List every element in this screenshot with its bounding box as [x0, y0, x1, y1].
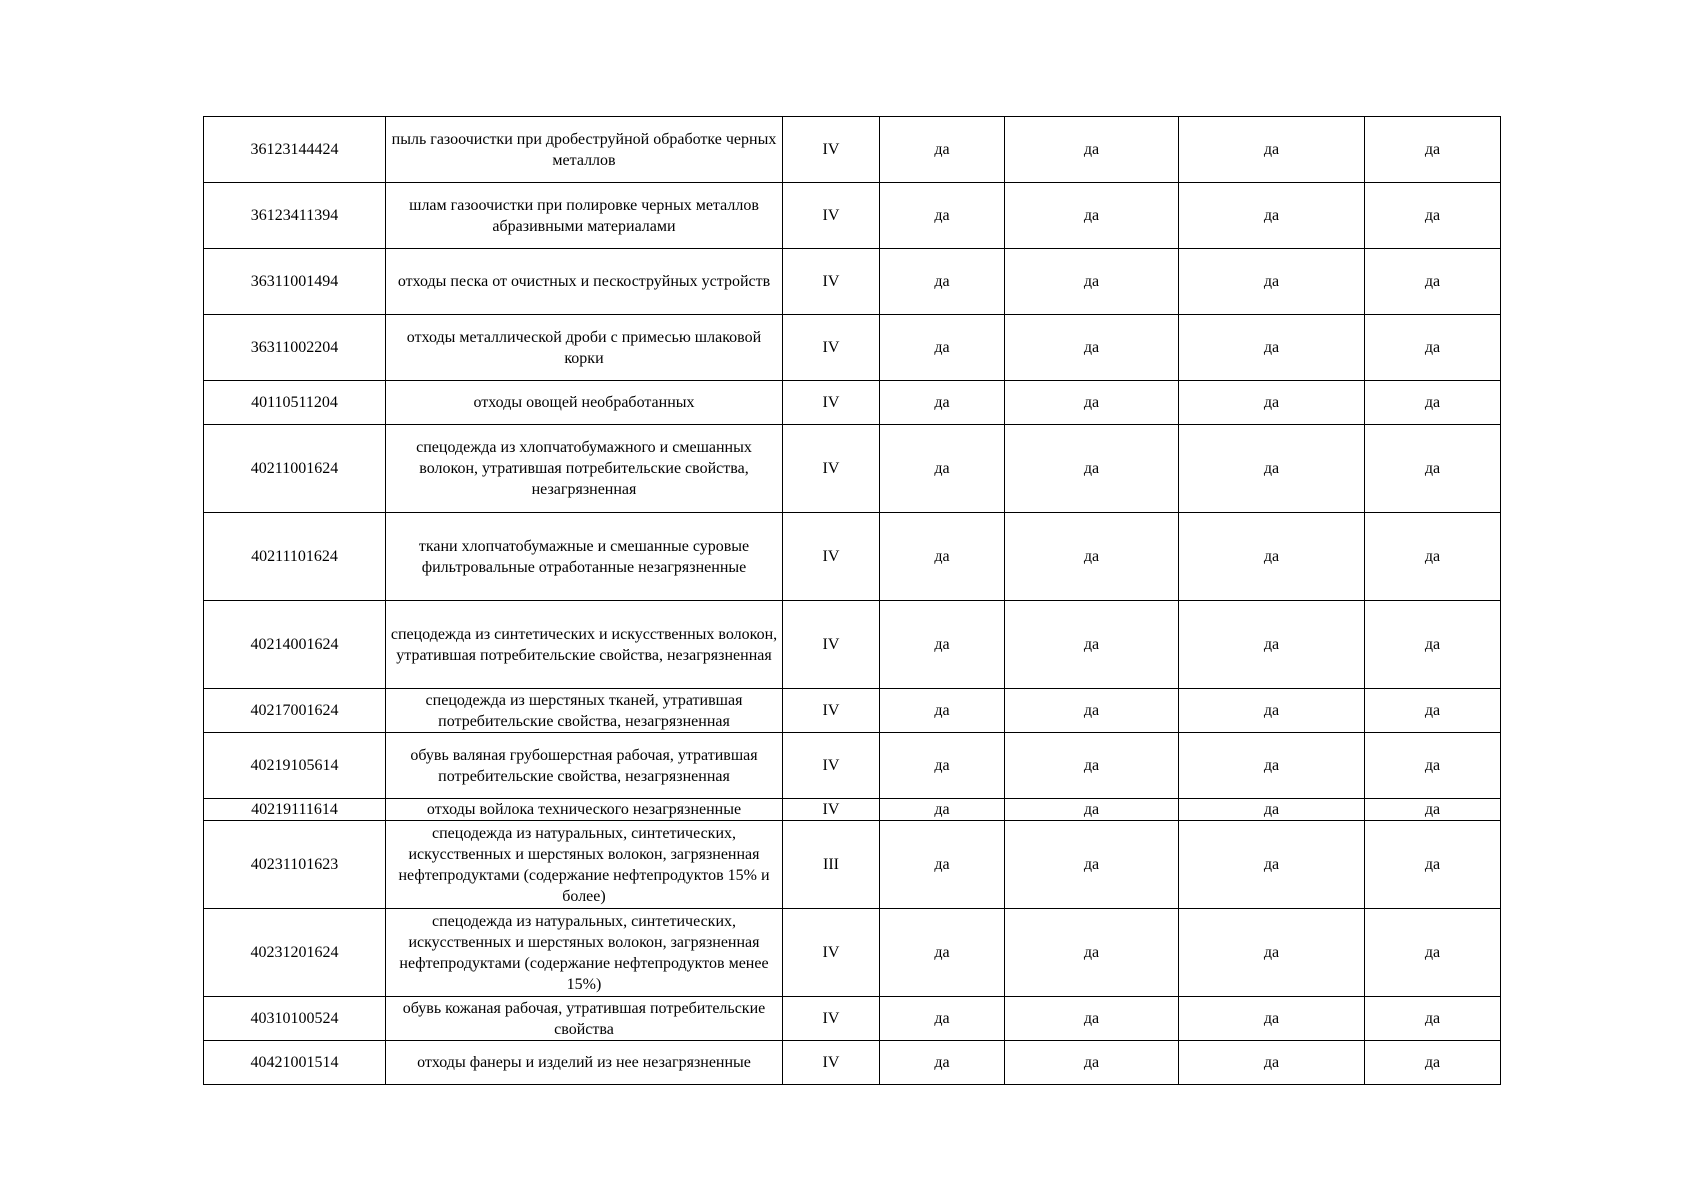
flag-cell-1: да: [880, 381, 1005, 425]
flag-cell-1: да: [880, 183, 1005, 249]
flag-cell-2: да: [1005, 909, 1179, 997]
flag-cell-4: да: [1365, 117, 1501, 183]
waste-description-cell: обувь кожаная рабочая, утратившая потребительские свойства: [386, 997, 783, 1041]
flag-cell-1: да: [880, 425, 1005, 513]
flag-cell-1: да: [880, 249, 1005, 315]
flag-cell-1: да: [880, 733, 1005, 799]
waste-code-cell: 40214001624: [204, 601, 386, 689]
flag-cell-2: да: [1005, 183, 1179, 249]
waste-code-cell: 36311002204: [204, 315, 386, 381]
flag-cell-2: да: [1005, 821, 1179, 909]
hazard-class-cell: IV: [783, 733, 880, 799]
waste-description-cell: спецодежда из синтетических и искусственных волокон, утратившая потребительские свойства, незагрязненная: [386, 601, 783, 689]
waste-description-cell: спецодежда из хлопчатобумажного и смешанных волокон, утратившая потребительские свойства, незагрязненная: [386, 425, 783, 513]
table-row: [204, 601, 1501, 689]
flag-cell-1: да: [880, 315, 1005, 381]
flag-cell-2: да: [1005, 425, 1179, 513]
table-row: [204, 799, 1501, 821]
hazard-class-cell: IV: [783, 601, 880, 689]
flag-cell-4: да: [1365, 315, 1501, 381]
table-row: [204, 425, 1501, 513]
flag-cell-3: да: [1179, 733, 1365, 799]
flag-cell-1: да: [880, 601, 1005, 689]
flag-cell-3: да: [1179, 315, 1365, 381]
flag-cell-2: да: [1005, 1041, 1179, 1085]
flag-cell-3: да: [1179, 601, 1365, 689]
hazard-class-cell: IV: [783, 1041, 880, 1085]
waste-description-cell: отходы войлока технического незагрязненные: [386, 799, 783, 821]
hazard-class-cell: IV: [783, 315, 880, 381]
table-row: [204, 513, 1501, 601]
flag-cell-4: да: [1365, 821, 1501, 909]
waste-code-cell: 40211101624: [204, 513, 386, 601]
flag-cell-4: да: [1365, 381, 1501, 425]
flag-cell-3: да: [1179, 997, 1365, 1041]
waste-description-cell: отходы металлической дроби с примесью шлаковой корки: [386, 315, 783, 381]
hazard-class-cell: IV: [783, 117, 880, 183]
table-row: [204, 909, 1501, 997]
flag-cell-1: да: [880, 117, 1005, 183]
flag-cell-2: да: [1005, 733, 1179, 799]
flag-cell-2: да: [1005, 117, 1179, 183]
waste-code-cell: 36123411394: [204, 183, 386, 249]
hazard-class-cell: IV: [783, 513, 880, 601]
waste-table: [203, 116, 1501, 1085]
waste-description-cell: отходы песка от очистных и пескоструйных устройств: [386, 249, 783, 315]
flag-cell-2: да: [1005, 799, 1179, 821]
flag-cell-1: да: [880, 1041, 1005, 1085]
flag-cell-3: да: [1179, 183, 1365, 249]
flag-cell-2: да: [1005, 315, 1179, 381]
table-body: [204, 117, 1501, 1085]
flag-cell-4: да: [1365, 997, 1501, 1041]
flag-cell-4: да: [1365, 799, 1501, 821]
waste-description-cell: шлам газоочистки при полировке черных металлов абразивными материалами: [386, 183, 783, 249]
waste-code-cell: 40217001624: [204, 689, 386, 733]
waste-description-cell: спецодежда из натуральных, синтетических, искусственных и шерстяных волокон, загрязненная нефтепродуктами (содержание нефтепродуктов 15% и более): [386, 821, 783, 909]
waste-description-cell: ткани хлопчатобумажные и смешанные суровые фильтровальные отработанные незагрязненные: [386, 513, 783, 601]
flag-cell-3: да: [1179, 1041, 1365, 1085]
flag-cell-4: да: [1365, 183, 1501, 249]
hazard-class-cell: IV: [783, 425, 880, 513]
table-row: [204, 381, 1501, 425]
waste-description-cell: спецодежда из шерстяных тканей, утратившая потребительские свойства, незагрязненная: [386, 689, 783, 733]
flag-cell-2: да: [1005, 689, 1179, 733]
flag-cell-4: да: [1365, 689, 1501, 733]
flag-cell-4: да: [1365, 601, 1501, 689]
waste-code-cell: 40219111614: [204, 799, 386, 821]
flag-cell-2: да: [1005, 997, 1179, 1041]
waste-code-cell: 36311001494: [204, 249, 386, 315]
waste-description-cell: отходы фанеры и изделий из нее незагрязненные: [386, 1041, 783, 1085]
flag-cell-3: да: [1179, 249, 1365, 315]
flag-cell-2: да: [1005, 513, 1179, 601]
flag-cell-4: да: [1365, 909, 1501, 997]
flag-cell-4: да: [1365, 733, 1501, 799]
hazard-class-cell: III: [783, 821, 880, 909]
flag-cell-4: да: [1365, 1041, 1501, 1085]
table-row: [204, 997, 1501, 1041]
flag-cell-3: да: [1179, 909, 1365, 997]
waste-description-cell: обувь валяная грубошерстная рабочая, утратившая потребительские свойства, незагрязненная: [386, 733, 783, 799]
waste-description-cell: спецодежда из натуральных, синтетических, искусственных и шерстяных волокон, загрязненная нефтепродуктами (содержание нефтепродуктов менее 15%): [386, 909, 783, 997]
hazard-class-cell: IV: [783, 249, 880, 315]
hazard-class-cell: IV: [783, 799, 880, 821]
flag-cell-3: да: [1179, 381, 1365, 425]
hazard-class-cell: IV: [783, 909, 880, 997]
waste-code-cell: 36123144424: [204, 117, 386, 183]
flag-cell-1: да: [880, 689, 1005, 733]
flag-cell-3: да: [1179, 117, 1365, 183]
waste-description-cell: пыль газоочистки при дробеструйной обработке черных металлов: [386, 117, 783, 183]
flag-cell-4: да: [1365, 425, 1501, 513]
table-row: [204, 1041, 1501, 1085]
table-row: [204, 689, 1501, 733]
table-row: [204, 249, 1501, 315]
hazard-class-cell: IV: [783, 183, 880, 249]
flag-cell-1: да: [880, 799, 1005, 821]
flag-cell-3: да: [1179, 689, 1365, 733]
table-row: [204, 183, 1501, 249]
hazard-class-cell: IV: [783, 689, 880, 733]
waste-description-cell: отходы овощей необработанных: [386, 381, 783, 425]
flag-cell-3: да: [1179, 513, 1365, 601]
flag-cell-2: да: [1005, 381, 1179, 425]
flag-cell-1: да: [880, 997, 1005, 1041]
table-row: [204, 821, 1501, 909]
flag-cell-4: да: [1365, 249, 1501, 315]
hazard-class-cell: IV: [783, 997, 880, 1041]
flag-cell-3: да: [1179, 799, 1365, 821]
flag-cell-3: да: [1179, 425, 1365, 513]
flag-cell-2: да: [1005, 601, 1179, 689]
flag-cell-1: да: [880, 513, 1005, 601]
waste-code-cell: 40421001514: [204, 1041, 386, 1085]
waste-code-cell: 40211001624: [204, 425, 386, 513]
flag-cell-4: да: [1365, 513, 1501, 601]
waste-code-cell: 40231201624: [204, 909, 386, 997]
waste-code-cell: 40231101623: [204, 821, 386, 909]
waste-code-cell: 40219105614: [204, 733, 386, 799]
flag-cell-2: да: [1005, 249, 1179, 315]
waste-code-cell: 40110511204: [204, 381, 386, 425]
table-row: [204, 733, 1501, 799]
hazard-class-cell: IV: [783, 381, 880, 425]
flag-cell-1: да: [880, 909, 1005, 997]
table-row: [204, 315, 1501, 381]
table-row: [204, 117, 1501, 183]
flag-cell-3: да: [1179, 821, 1365, 909]
waste-code-cell: 40310100524: [204, 997, 386, 1041]
flag-cell-1: да: [880, 821, 1005, 909]
